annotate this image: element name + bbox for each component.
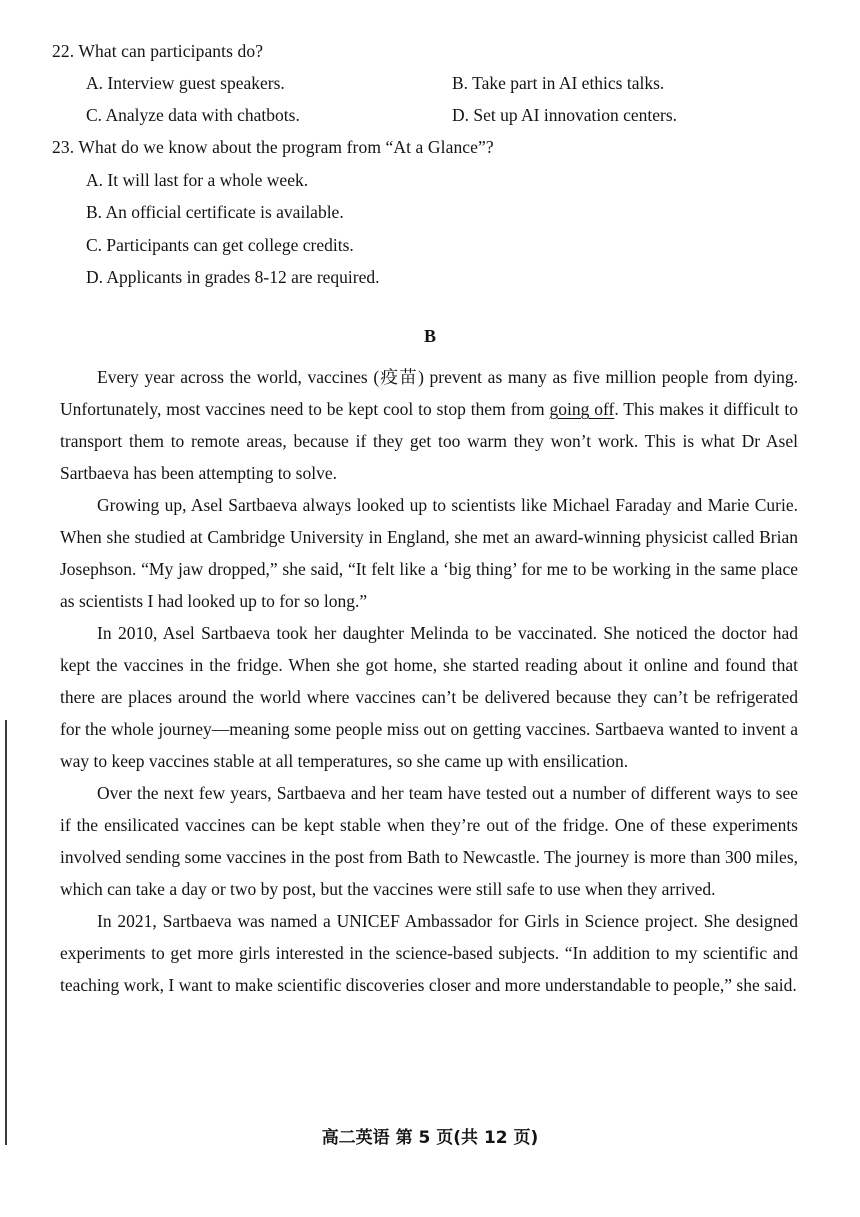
reading-passage bbox=[60, 361, 798, 1001]
question-23 bbox=[52, 137, 494, 158]
question-22 bbox=[52, 41, 263, 62]
section-title: B bbox=[423, 326, 436, 346]
paragraph-2: Growing up, Asel Sartbaeva always looked up to scientists like Michael Faraday and Marie Curie. When she studied at Cambridge University in England, she met an award-winning physicist called Brian Josephson. “My jaw dropped,” she said, “It felt like a ‘big thing’ for me to be working in the same place as scientists I had looked up to for so long.” bbox=[60, 495, 798, 611]
margin-rule bbox=[5, 720, 7, 1145]
option-23-a: A. It will last for a whole week. bbox=[86, 170, 309, 190]
option-22-c: C. Analyze data with chatbots. bbox=[86, 105, 300, 125]
option-22-a: A. Interview guest speakers. bbox=[86, 73, 285, 93]
question-number: 22. bbox=[52, 41, 75, 61]
question-stem: What do we know about the program from “At a Glance”? bbox=[78, 137, 494, 157]
question-stem: What can participants do? bbox=[78, 41, 264, 61]
page-footer: 高二英语 第 5 页(共 12 页) bbox=[321, 1128, 539, 1148]
paragraph-5: In 2021, Sartbaeva was named a UNICEF Ambassador for Girls in Science project. She designed experiments to get more girls interested in the science-based subjects. “In addition to my scientific and teaching work, I want to make scientific discoveries closer and more understandable to people,” she said. bbox=[60, 911, 798, 995]
option-23-d: D. Applicants in grades 8-12 are required. bbox=[86, 267, 380, 287]
paragraph-1-text-b: . This makes it difficult to transport them to remote areas, because if they get too warm they won’t work. This is what Dr Asel Sartbaeva has been attempting to solve. bbox=[60, 399, 798, 483]
paragraph-4: Over the next few years, Sartbaeva and her team have tested out a number of different ways to see if the ensilicated vaccines can be kept stable when they’re out of the fridge. One of these experiments involved sending some vaccines in the post from Bath to Newcastle. The journey is more than 300 miles, which can take a day or two by post, but the vaccines were still safe to use when they arrived. bbox=[60, 783, 798, 899]
underlined-phrase: going off bbox=[549, 399, 615, 419]
paragraph-3: In 2010, Asel Sartbaeva took her daughter Melinda to be vaccinated. She noticed the doctor had kept the vaccines in the fridge. When she got home, she started reading about it online and found that there are places around the world where vaccines can’t be delivered because they can’t be refrigerated for the whole journey—meaning some people miss out on getting vaccines. Sartbaeva wanted to invent a way to keep vaccines stable at all temperatures, so she came up with ensilication. bbox=[60, 623, 798, 771]
question-number: 23. bbox=[52, 137, 75, 157]
option-23-b: B. An official certificate is available. bbox=[86, 202, 344, 222]
option-22-d: D. Set up AI innovation centers. bbox=[452, 105, 678, 125]
option-23-c: C. Participants can get college credits. bbox=[86, 235, 354, 255]
option-22-b: B. Take part in AI ethics talks. bbox=[452, 73, 665, 93]
paragraph-1-text-a: Every year across the world, vaccines (疫苗) prevent as many as five million people from dying. Unfortunately, most vaccines need to be kept cool to stop them from bbox=[60, 367, 798, 419]
paragraph-1 bbox=[60, 361, 798, 489]
